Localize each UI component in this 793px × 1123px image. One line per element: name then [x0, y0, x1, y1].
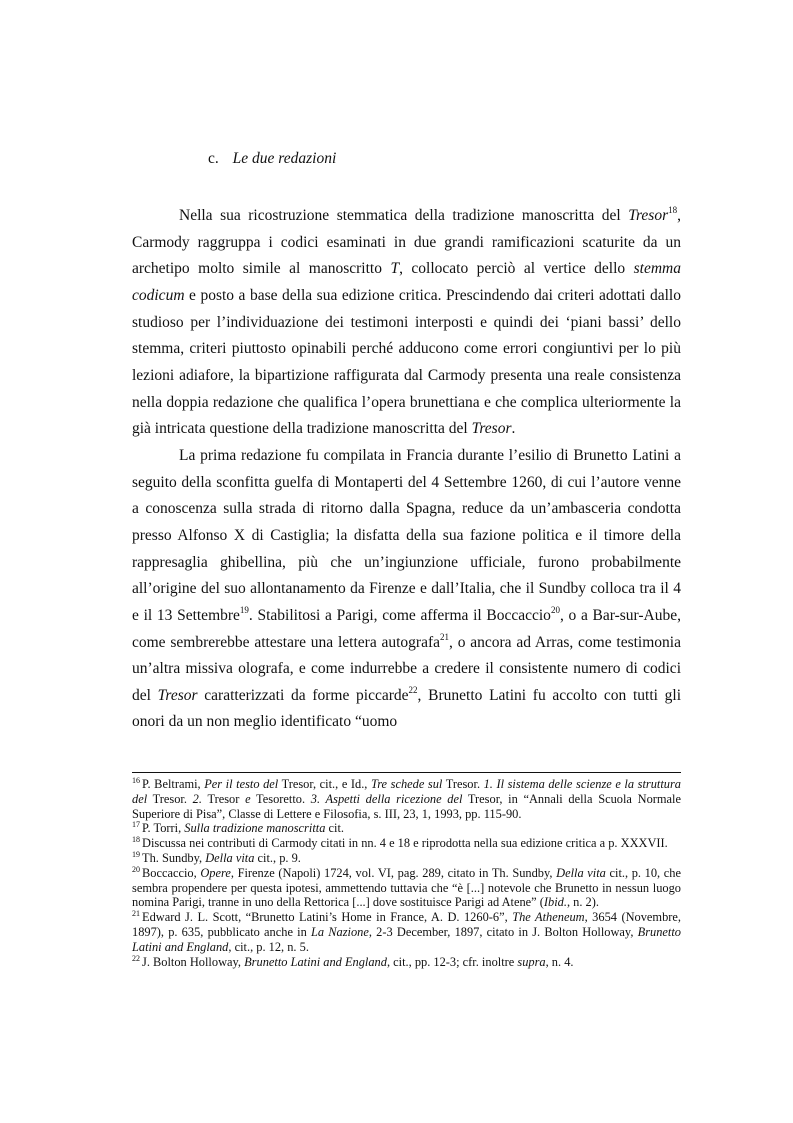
text-run: , 2-3 December, 1897, citato in J. Bolton Holloway, — [368, 924, 638, 939]
section-title: Le due redazioni — [232, 150, 337, 167]
italic-text: e — [245, 791, 251, 806]
italic-text: Tresor — [157, 686, 198, 704]
text-run: La prima redazione fu compilata in Francia durante l’esilio di Brunetto Latini a seguito della sconfitta guelfa di Montaperti del 4 Settembre 1260, di cui l’autore venne a conoscenza sulla strada di ritorno dalla Spagna, reduce da un’ambasceria condotta presso Alfonso X di Castiglia; la disfatta della sua fazione politica e il timore della rappresaglia ghibellina, più che un’ingiunzione ufficiale, furono probabilmente all’origine del suo allontanamento da Firenze e dall’Italia, che il Sundby colloca tra il 4 e il 13 Settembre — [132, 446, 681, 624]
text-run: , 3654 (Novembre, 1897), p. 635, pubblicato anche in — [132, 910, 681, 939]
text-run: . Stabilitosi a Parigi, come afferma il Boccaccio — [248, 606, 551, 624]
italic-text: 2. — [192, 791, 202, 806]
text-run: Tresor, cit., e Id., — [278, 777, 371, 791]
text-run: Nella sua ricostruzione stemmatica della tradizione manoscritta del — [179, 207, 629, 224]
italic-text: 3. Aspetti della ricezione del — [310, 791, 463, 806]
footnote-number: 18 — [132, 835, 140, 845]
text-run: e posto a base della sua edizione critica. Prescindendo dai criteri adottati dallo studioso per l’individuazione dei testimoni interposti e quindi dei ‘piani bassi’ dello stemma, criteri piuttosto opinabili perché adducono come errori congiuntivi per lo più lezioni adiafore, la bipartizione raffigurata dal Carmody presenta una reale consistenza nella doppia redazione che qualifica l’opera brunettiana e che complica ulteriormente la già intricata questione della tradizione manoscritta del — [132, 286, 681, 438]
body-paragraph — [132, 203, 681, 443]
italic-text: Della vita — [556, 865, 606, 880]
body-text — [132, 203, 681, 736]
italic-text: Ibid. — [543, 895, 567, 910]
italic-text: supra — [517, 954, 546, 969]
text-run: caratterizzati da forme piccarde — [197, 686, 409, 704]
text-run: Boccaccio, — [142, 865, 201, 880]
text-run: , n. 4. — [545, 954, 574, 969]
text-run: Tresor. — [147, 791, 193, 806]
italic-text: stemma codicum — [132, 260, 681, 304]
text-run: , n. 2). — [566, 895, 599, 910]
footnote — [132, 821, 681, 836]
text-run: , o ancora ad Arras, come testimonia un’altra missiva olografa, e come indurrebbe a credere il consistente numero di codici del — [132, 633, 681, 704]
text-run: P. Beltrami, — [142, 777, 205, 791]
text-run: Tresor — [201, 791, 246, 806]
text-run: , cit., pp. 12-3; cfr. inoltre — [386, 954, 518, 969]
text-run: , Firenze (Napoli) 1724, vol. VI, pag. 289, citato in Th. Sundby, — [230, 865, 557, 880]
text-run: Th. Sundby, — [142, 850, 206, 865]
italic-text: The Atheneum — [512, 910, 585, 925]
footnote-number: 19 — [132, 849, 140, 859]
footnote — [132, 910, 681, 954]
footnote-number: 20 — [132, 864, 140, 874]
footnote-number: 17 — [132, 820, 140, 830]
text-run: , Brunetto Latini fu accolto con tutti gli onori da un non meglio identificato “uomo — [132, 686, 682, 731]
footnote-ref: 20 — [550, 604, 560, 615]
italic-text: T — [390, 260, 400, 278]
text-run: , Carmody raggruppa i codici esaminati in due grandi ramificazioni scaturite da un archetipo molto simile al manoscritto — [132, 207, 681, 278]
text-run: Edward J. L. Scott, “Brunetto Latini’s Home in France, A. D. 1260-6”, — [142, 910, 513, 925]
text-run: Tresor, in “Annali della Scuola Normale Superiore di Pisa”, Classe di Lettere e Filosofia, s. III, 23, 1, 1993, pp. 115-90. — [132, 791, 681, 821]
footnote-ref: 19 — [239, 604, 249, 615]
italic-text: Tresor — [628, 207, 669, 224]
text-run: , o a Bar-sur-Aube, come sembrerebbe attestare una lettera autografa — [132, 606, 681, 651]
section-heading — [208, 150, 336, 168]
footnote-ref: 21 — [440, 631, 450, 642]
text-run: Tesoretto. — [250, 791, 311, 806]
footnote-ref: 18 — [668, 205, 678, 215]
section-number: c. — [208, 150, 219, 167]
text-run: Tresor. — [442, 777, 484, 791]
text-run: , cit., p. 12, n. 5. — [228, 939, 309, 954]
italic-text: Tre schede sul — [370, 777, 443, 791]
text-run: . — [511, 420, 516, 438]
footnote — [132, 851, 681, 866]
italic-text: Brunetto Latini and England — [244, 954, 387, 969]
footnote — [132, 866, 681, 910]
footnote-ref: 22 — [408, 684, 418, 695]
italic-text: La Nazione — [310, 924, 369, 939]
italic-text: Tresor — [471, 420, 512, 438]
footnote-divider — [132, 772, 681, 773]
italic-text: Per il testo del — [204, 777, 279, 791]
italic-text: Sulla tradizione manoscritta — [184, 821, 326, 836]
italic-text: Della vita — [205, 850, 255, 865]
text-run: P. Torri, — [142, 821, 185, 836]
text-run: cit., p. 10, che sembra propendere per questa ipotesi, ammettendo tuttavia che “è [...] notevole che Brunetto in nessun luogo nomina Parigi, tranne in uno della Rettorica [...] dove sostituisce Parigi ad Atene” ( — [132, 865, 681, 910]
footnote — [132, 955, 681, 970]
italic-text: Opere — [200, 865, 231, 880]
footnote — [132, 777, 681, 821]
text-run: cit., p. 9. — [254, 850, 301, 865]
footnotes — [132, 777, 681, 969]
text-run: cit. — [325, 821, 344, 836]
text-run: J. Bolton Holloway, — [142, 954, 245, 969]
text-run: Discussa nei contributi di Carmody citati in nn. 4 e 18 e riprodotta nella sua edizione critica a p. XXXVII. — [142, 836, 668, 851]
footnote-number: 16 — [132, 776, 140, 785]
footnote-number: 21 — [132, 909, 140, 919]
footnote-number: 22 — [132, 953, 140, 963]
italic-text: Brunetto Latini and England — [132, 924, 681, 954]
text-run: , collocato perciò al vertice dello — [399, 260, 634, 278]
italic-text: 1. Il sistema delle scienze e la struttura del — [132, 777, 682, 806]
body-paragraph — [132, 443, 681, 736]
footnote — [132, 836, 681, 851]
